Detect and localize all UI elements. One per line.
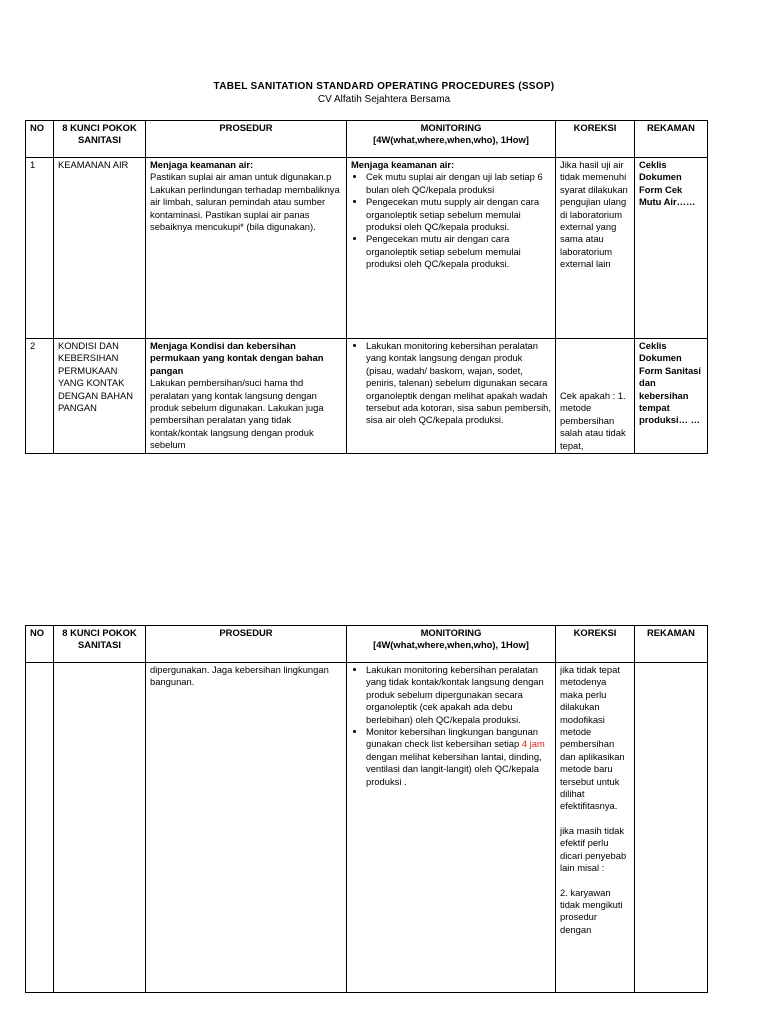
prosedur-cell <box>146 339 347 454</box>
header-no: NO <box>26 626 54 663</box>
header-monitoring-line1: MONITORING <box>420 122 482 133</box>
koreksi-cell <box>556 663 635 993</box>
header-rekaman: REKAMAN <box>635 626 708 663</box>
header-koreksi: KOREKSI <box>556 121 635 158</box>
prosedur-cell: dipergunakan. Jaga kebersihan lingkungan bangunan. <box>146 663 347 993</box>
row-number: 1 <box>26 158 54 339</box>
header-monitoring-line1: MONITORING <box>420 627 482 638</box>
row-number: 2 <box>26 339 54 454</box>
monitoring-list <box>351 664 551 788</box>
prosedur-title: Menjaga keamanan air: <box>150 159 254 170</box>
highlight-interval: 4 jam <box>521 738 545 750</box>
rekaman-cell: Ceklis Dokumen Form Cek Mutu Air…… <box>635 158 708 339</box>
koreksi-cell: Jika hasil uji air tidak memenuhi syarat dilakukan pengujian ulang di laboratorium external yang sama atau laboratorium external lain <box>556 158 635 339</box>
header-monitoring <box>347 121 556 158</box>
header-kunci: 8 KUNCI POKOK SANITASI <box>54 626 146 663</box>
document-subtitle: CV Alfatih Sejahtera Bersama <box>317 94 451 105</box>
header-kunci: 8 KUNCI POKOK SANITASI <box>54 121 146 158</box>
monitoring-item: • Pengecekan mutu supply air dengan cara organoleptik setiap sebelum memulai produksi oleh QC/kepala produksi. <box>366 196 551 233</box>
prosedur-text: Lakukan pembersihan/suci hama thd peralatan yang kontak langsung dengan produk sebelum digunakan. Lakukan juga pembersihan peralatan yang tidak kontak/kontak langsung dengan produk sebelum <box>150 377 324 451</box>
koreksi-paragraph: jika masih tidak efektif perlu dicari penyebab lain misal : <box>560 824 627 874</box>
rekaman-cell: Ceklis Dokumen Form Sanitasi dan kebersihan tempat produksi… … <box>635 339 708 454</box>
monitoring-item: • Lakukan monitoring kebersihan peralatan yang kontak langsung dengan produk (pisau, wadah/ baskom, wajan, sodet, peniris, talenan) sebelum digunakan secara organoleptik dengan melihat apakah wadah tersebut ada kotoran, sisa sabun pembersih, sisa air oleh QC/kepala produksi. <box>366 340 551 427</box>
monitoring-cell <box>347 158 556 339</box>
document-title: TABEL SANITATION STANDARD OPERATING PROCEDURES (SSOP) <box>213 81 555 92</box>
koreksi-paragraph: 2. karyawan tidak mengikuti prosedur dengan <box>560 886 623 935</box>
prosedur-cell <box>146 158 347 339</box>
ssop-table-page2 <box>25 625 708 993</box>
header-koreksi: KOREKSI <box>556 626 635 663</box>
monitoring-item: • Cek mutu suplai air dengan uji lab setiap 6 bulan oleh QC/kepala produksi <box>366 171 551 196</box>
rekaman-cell <box>635 663 708 993</box>
header-prosedur: PROSEDUR <box>146 121 347 158</box>
header-monitoring-line2: [4W(what,where,when,who), 1How] <box>373 639 529 651</box>
kunci-cell: KEAMANAN AIR <box>54 158 146 339</box>
monitoring-text: Monitor kebersihan lingkungan bangunan gunakan check list kebersihan setiap <box>366 726 539 750</box>
table-row <box>26 663 708 993</box>
header-no: NO <box>26 121 54 158</box>
koreksi-cell: Cek apakah : 1. metode pembersihan salah atau tidak tepat, <box>556 339 635 454</box>
kunci-cell: KONDISI DAN KEBERSIHAN PERMUKAAN YANG KONTAK DENGAN BAHAN PANGAN <box>54 339 146 454</box>
table-row <box>26 339 708 454</box>
ssop-table-page1 <box>25 120 708 454</box>
header-rekaman: REKAMAN <box>635 121 708 158</box>
header-prosedur: PROSEDUR <box>146 626 347 663</box>
monitoring-item: • Pengecekan mutu air dengan cara organoleptik setiap sebelum memulai produksi oleh QC/kepala produksi. <box>366 233 551 270</box>
monitoring-item <box>366 726 551 788</box>
table-header-row <box>26 626 708 663</box>
koreksi-paragraph: jika tidak tepat metodenya maka perlu dilakukan modofikasi metode pembersihan dan aplikasikan metode baru tersebut untuk dilihat efektifitasnya. <box>560 664 625 812</box>
header-monitoring-line2: [4W(what,where,when,who), 1How] <box>373 134 529 146</box>
table-row <box>26 158 708 339</box>
prosedur-title: Menjaga Kondisi dan kebersihan permukaan yang kontak dengan bahan pangan <box>150 340 324 376</box>
monitoring-title: Menjaga keamanan air: <box>351 159 455 170</box>
row-number <box>26 663 54 993</box>
prosedur-text: Pastikan suplai air aman untuk digunakan.p Lakukan perlindungan terhadap membaliknya air limbah, saluran pemindah atau sumber kontaminasi. Pastikan suplai air panas sebaiknya mencukupi* (bila digunakan). <box>150 171 340 233</box>
monitoring-list <box>351 171 551 270</box>
kunci-cell <box>54 663 146 993</box>
monitoring-list <box>351 340 551 427</box>
header-monitoring <box>347 626 556 663</box>
monitoring-item: • Lakukan monitoring kebersihan peralatan yang tidak kontak/kontak langsung dengan produk sebelum dipergunakan secara organoleptik (cek apakah ada debu berlebihan) oleh QC/kepala produksi. <box>366 664 551 726</box>
monitoring-text: dengan melihat kebersihan lantai, dinding, ventilasi dan langit-langit) oleh QC/kepala produksi . <box>366 750 542 787</box>
monitoring-cell <box>347 663 556 993</box>
table-header-row <box>26 121 708 158</box>
monitoring-cell <box>347 339 556 454</box>
